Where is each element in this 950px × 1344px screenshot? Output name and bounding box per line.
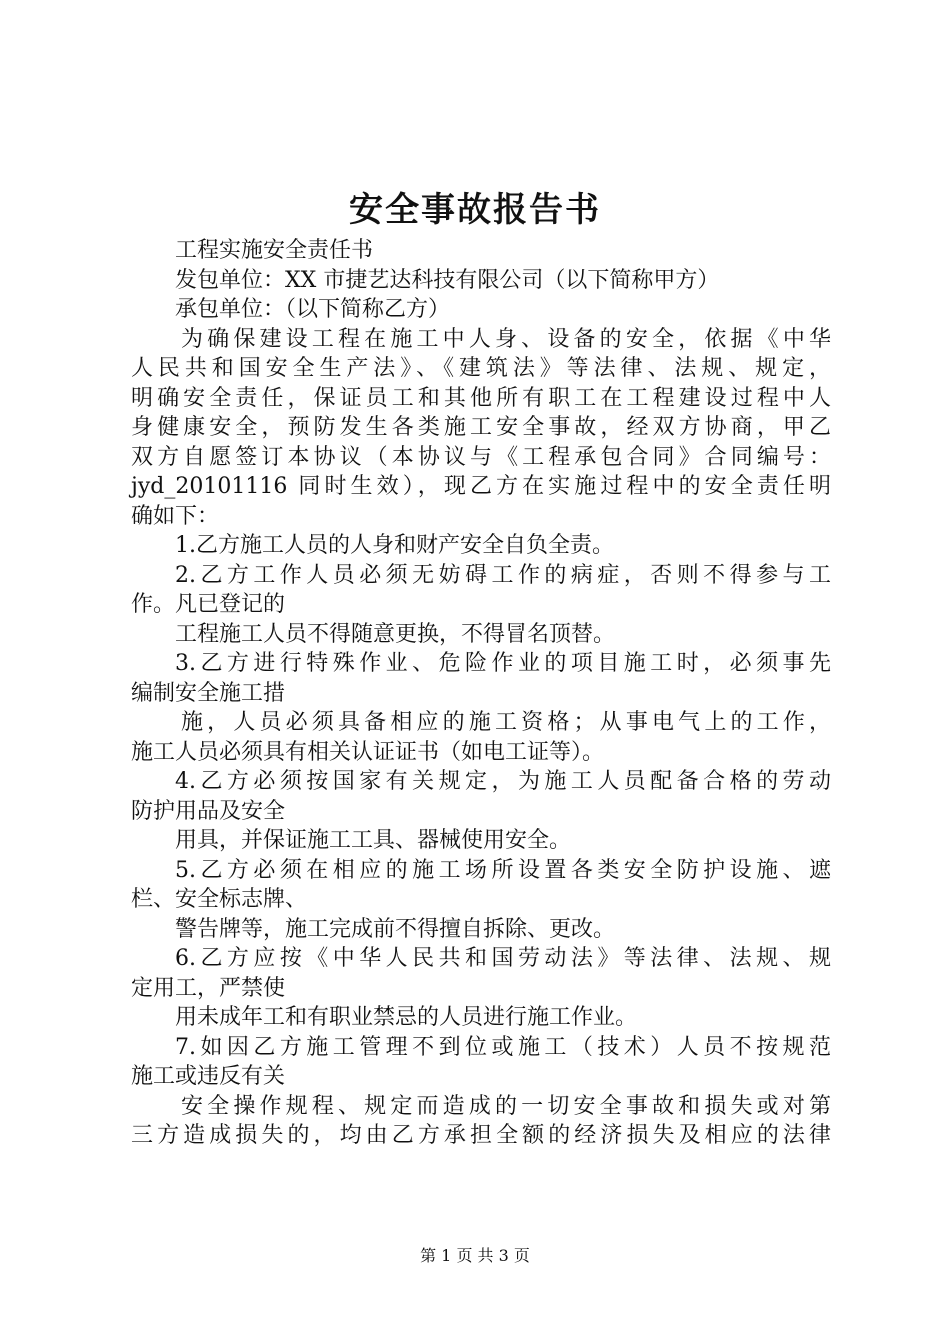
text-line: 施，人员必须具备相应的施工资格；从事电气上的工作，	[181, 710, 831, 735]
text-line: 4.乙方必须按国家有关规定，为施工人员配备合格的劳动	[175, 769, 831, 794]
page-footer: 第 1 页 共 3 页	[420, 1246, 530, 1265]
text-line: 用具，并保证施工工具、器械使用安全。	[175, 828, 572, 853]
text-line: 5.乙方必须在相应的施工场所设置各类安全防护设施、遮	[175, 857, 831, 883]
text-line: 1.乙方施工人员的人身和财产安全自负全责。	[175, 533, 614, 558]
text-line: jyd_20101116 同时生效），现乙方在实施过程中的安全责任明	[131, 474, 831, 499]
text-line: 身健康安全，预防发生各类施工安全事故，经双方协商，甲乙	[131, 415, 831, 440]
text-line: 承包单位：（以下简称乙方）	[175, 297, 451, 322]
text-line: 安全操作规程、规定而造成的一切安全事故和损失或对第	[181, 1093, 831, 1119]
text-line: 施工人员必须具有相关认证证书（如电工证等）。	[131, 739, 605, 765]
text-line: 6.乙方应按《中华人民共和国劳动法》等法律、法规、规	[175, 946, 831, 971]
text-line: 明确安全责任，保证员工和其他所有职工在工程建设过程中人	[131, 385, 831, 411]
text-line: 用未成年工和有职业禁忌的人员进行施工作业。	[175, 1005, 638, 1030]
text-line: 三方造成损失的，均由乙方承担全额的经济损失及相应的法律	[131, 1123, 831, 1148]
document-body	[131, 236, 831, 1151]
text-line: 确如下：	[131, 503, 220, 529]
text-line: 施工或违反有关	[131, 1064, 286, 1089]
text-line: 作。凡已登记的	[131, 592, 286, 617]
text-line: 发包单位：XX 市捷艺达科技有限公司（以下简称甲方）	[175, 267, 720, 293]
text-line: 防护用品及安全	[131, 798, 286, 824]
text-line: 7.如因乙方施工管理不到位或施工（技术）人员不按规范	[175, 1034, 831, 1060]
document-title: 安全事故报告书	[349, 190, 601, 230]
text-line: 为确保建设工程在施工中人身、设备的安全，依据《中华	[181, 326, 831, 352]
text-line: 工程实施安全责任书	[175, 238, 374, 263]
text-line: 栏、安全标志牌、	[131, 887, 308, 912]
text-line: 2.乙方工作人员必须无妨碍工作的病症，否则不得参与工	[175, 562, 831, 588]
text-line: 双方自愿签订本协议（本协议与《工程承包合同》合同编号：	[131, 444, 831, 470]
text-line: 编制安全施工措	[131, 680, 286, 706]
text-line: 工程施工人员不得随意更换，不得冒名顶替。	[175, 621, 616, 647]
text-line: 3.乙方进行特殊作业、危险作业的项目施工时，必须事先	[175, 651, 831, 676]
text-line: 定用工，严禁使	[131, 975, 286, 1001]
text-line: 人民共和国安全生产法》、《建筑法》等法律、法规、规定，	[131, 356, 831, 381]
text-line: 警告牌等，施工完成前不得擅自拆除、更改。	[175, 916, 616, 942]
